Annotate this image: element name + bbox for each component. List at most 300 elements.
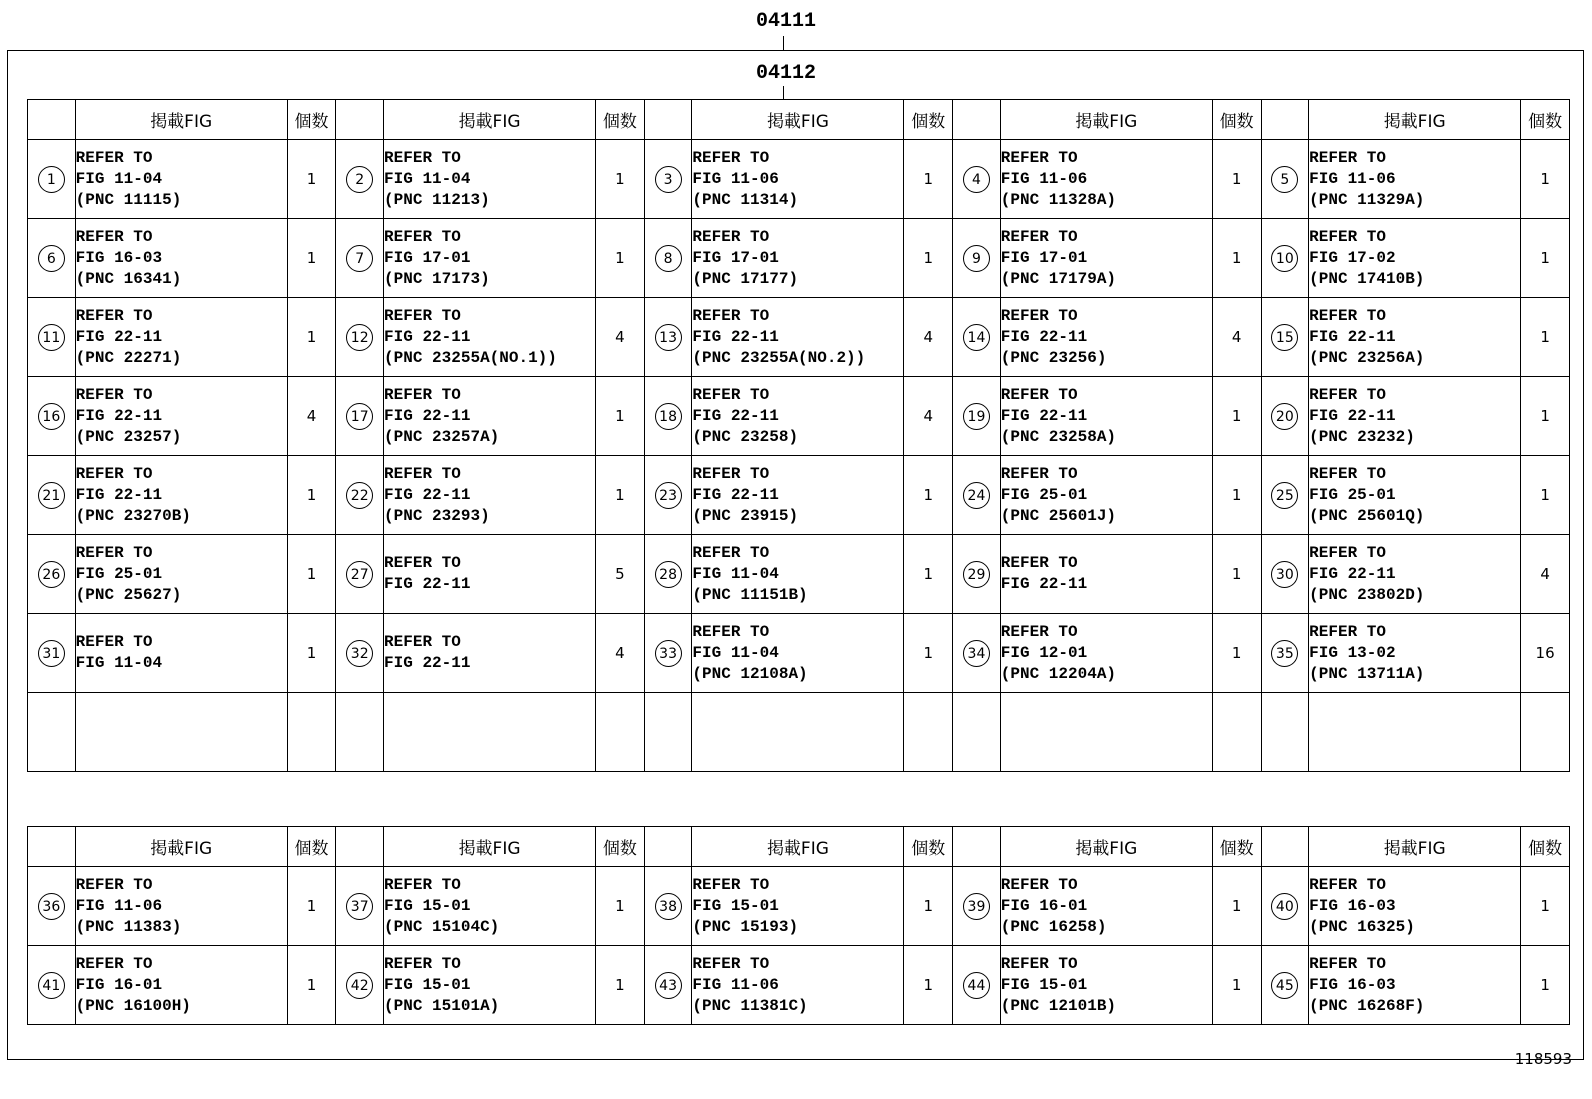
fig-reference-cell: [384, 298, 596, 377]
fig-ref-line1: REFER TO: [1309, 385, 1386, 404]
item-number-cell: [953, 614, 1001, 693]
fig-reference-cell: [1000, 140, 1212, 219]
fig-reference-cell: [75, 377, 287, 456]
fig-ref-line2: FIG 25-01: [75, 564, 163, 583]
item-number-cell: [28, 535, 76, 614]
quantity-cell: 1: [596, 219, 645, 298]
fig-ref-line1: REFER TO: [692, 227, 770, 246]
fig-reference-cell: [384, 456, 596, 535]
item-number-cell: [28, 867, 76, 946]
item-number-badge: 44: [963, 972, 990, 999]
header-fig-cell: 掲載FIG: [75, 827, 287, 867]
fig-ref-line1: REFER TO: [384, 633, 461, 651]
item-number-badge: 4: [963, 166, 990, 193]
header-fig-cell: 掲載FIG: [384, 100, 596, 140]
item-number-cell: [28, 377, 76, 456]
fig-ref-pnc: (PNC 11381C): [692, 996, 808, 1015]
fig-ref-pnc: (PNC 16341): [75, 269, 182, 288]
item-number-cell: [336, 140, 384, 219]
item-number-badge: 36: [38, 893, 65, 920]
sub-assembly-label: 04112: [756, 62, 817, 85]
fig-ref-pnc: (PNC 25601Q): [1309, 506, 1425, 525]
item-number-badge: 33: [655, 640, 682, 667]
item-number-badge: 22: [346, 482, 373, 509]
item-number-badge: 17: [346, 403, 373, 430]
fig-ref-pnc: (PNC 23257A): [384, 427, 500, 446]
quantity-cell: 5: [596, 535, 645, 614]
item-number-cell: [336, 693, 384, 772]
quantity-cell: 1: [596, 867, 645, 946]
fig-ref-pnc: (PNC 17177): [692, 269, 799, 288]
quantity-cell: 1: [287, 298, 336, 377]
quantity-cell: 1: [1521, 377, 1570, 456]
fig-ref-line2: FIG 12-01: [1000, 643, 1088, 662]
item-number-cell: [953, 219, 1001, 298]
item-number-cell: [1261, 219, 1309, 298]
table-row: [28, 946, 1570, 1025]
item-number-cell: [28, 456, 76, 535]
item-number-cell: [1261, 298, 1309, 377]
fig-reference-cell: [384, 140, 596, 219]
item-number-cell: [336, 219, 384, 298]
quantity-cell: 1: [287, 614, 336, 693]
fig-reference-cell: [1000, 377, 1212, 456]
fig-reference-cell: [384, 535, 596, 614]
fig-reference-cell: [692, 219, 904, 298]
fig-reference-cell: [75, 946, 287, 1025]
quantity-cell: 1: [287, 535, 336, 614]
item-number-cell: [1261, 614, 1309, 693]
item-number-badge: 38: [655, 893, 682, 920]
fig-ref-line2: FIG 22-11: [384, 485, 471, 504]
item-number-badge: 6: [38, 245, 65, 272]
fig-ref-line1: REFER TO: [75, 875, 153, 894]
item-number-badge: 31: [38, 640, 65, 667]
table-row: [28, 867, 1570, 946]
fig-ref-line1: REFER TO: [1000, 554, 1078, 572]
fig-reference-cell: [384, 377, 596, 456]
sub-leader-line: [783, 86, 784, 99]
fig-ref-line2: FIG 22-11: [384, 406, 471, 425]
quantity-cell: [287, 693, 336, 772]
item-number-badge: 5: [1271, 166, 1298, 193]
table-row: [28, 298, 1570, 377]
table-row: [28, 456, 1570, 535]
fig-reference-cell: [75, 614, 287, 693]
item-number-cell: [953, 140, 1001, 219]
item-number-cell: [28, 614, 76, 693]
fig-ref-pnc: (PNC 23802D): [1309, 585, 1425, 604]
quantity-cell: 4: [904, 298, 953, 377]
item-number-badge: 7: [346, 245, 373, 272]
fig-reference-cell: [75, 693, 287, 772]
fig-ref-line1: REFER TO: [1309, 622, 1386, 641]
item-number-cell: [953, 693, 1001, 772]
fig-ref-line1: REFER TO: [384, 464, 461, 483]
table-header-row: [28, 827, 1570, 867]
item-number-badge: 37: [346, 893, 373, 920]
fig-reference-cell: [692, 456, 904, 535]
header-qty-cell: 個数: [1212, 827, 1261, 867]
fig-ref-pnc: (PNC 12204A): [1000, 664, 1117, 683]
item-number-cell: [644, 456, 692, 535]
fig-ref-line1: REFER TO: [1309, 306, 1386, 325]
item-number-cell: [336, 377, 384, 456]
item-number-cell: [1261, 946, 1309, 1025]
fig-ref-line1: REFER TO: [1000, 385, 1078, 404]
header-fig-cell: 掲載FIG: [75, 100, 287, 140]
item-number-cell: [336, 946, 384, 1025]
header-qty-cell: 個数: [904, 827, 953, 867]
fig-ref-line2: FIG 25-01: [1000, 485, 1088, 504]
header-num-cell: [1261, 100, 1309, 140]
fig-ref-line1: REFER TO: [1309, 954, 1386, 973]
fig-ref-line2: FIG 11-06: [1309, 169, 1396, 188]
fig-reference-cell: [1000, 456, 1212, 535]
fig-ref-line1: REFER TO: [692, 385, 770, 404]
header-qty-cell: 個数: [1521, 827, 1570, 867]
fig-ref-line2: FIG 16-01: [75, 975, 163, 994]
fig-ref-line2: FIG 11-04: [692, 564, 779, 583]
header-num-cell: [953, 827, 1001, 867]
fig-ref-line2: FIG 22-11: [75, 327, 163, 346]
fig-ref-line1: REFER TO: [75, 306, 153, 325]
header-fig-cell: 掲載FIG: [384, 827, 596, 867]
header-num-cell: [336, 100, 384, 140]
quantity-cell: 16: [1521, 614, 1570, 693]
fig-ref-line2: FIG 13-02: [1309, 643, 1396, 662]
item-number-badge: 43: [655, 972, 682, 999]
fig-ref-line2: FIG 11-04: [75, 654, 163, 672]
fig-ref-line2: FIG 16-03: [1309, 896, 1396, 915]
fig-ref-line1: REFER TO: [384, 385, 461, 404]
item-number-cell: [644, 377, 692, 456]
fig-ref-line2: FIG 22-11: [1309, 564, 1396, 583]
quantity-cell: 1: [1521, 298, 1570, 377]
fig-ref-line2: FIG 16-03: [1309, 975, 1396, 994]
fig-reference-cell: [75, 140, 287, 219]
quantity-cell: 1: [904, 456, 953, 535]
quantity-cell: 1: [596, 140, 645, 219]
fig-ref-line1: REFER TO: [1000, 227, 1078, 246]
fig-ref-pnc: (PNC 23232): [1309, 427, 1415, 446]
fig-ref-pnc: (PNC 23270B): [75, 506, 191, 525]
item-number-cell: [336, 298, 384, 377]
fig-ref-line1: REFER TO: [75, 385, 153, 404]
fig-ref-pnc: (PNC 22271): [75, 348, 182, 367]
quantity-cell: 1: [1521, 946, 1570, 1025]
fig-reference-cell: [692, 140, 904, 219]
header-fig-cell: 掲載FIG: [1000, 827, 1212, 867]
fig-ref-line2: FIG 11-04: [692, 643, 779, 662]
fig-ref-pnc: (PNC 17179A): [1000, 269, 1117, 288]
fig-ref-line2: FIG 17-01: [384, 248, 471, 267]
table-row: [28, 693, 1570, 772]
item-number-badge: 8: [655, 245, 682, 272]
fig-reference-cell: [75, 219, 287, 298]
header-num-cell: [1261, 827, 1309, 867]
fig-ref-line2: FIG 22-11: [75, 485, 163, 504]
item-number-cell: [953, 298, 1001, 377]
item-number-cell: [644, 614, 692, 693]
item-number-badge: 41: [38, 972, 65, 999]
item-number-cell: [953, 946, 1001, 1025]
fig-ref-pnc: (PNC 25627): [75, 585, 182, 604]
fig-ref-line2: FIG 22-11: [75, 406, 163, 425]
fig-reference-cell: [1309, 867, 1521, 946]
fig-reference-cell: [75, 867, 287, 946]
fig-reference-cell: [1000, 867, 1212, 946]
table-row: [28, 219, 1570, 298]
fig-ref-pnc: (PNC 13711A): [1309, 664, 1425, 683]
item-number-cell: [644, 693, 692, 772]
fig-reference-cell: [75, 535, 287, 614]
item-number-cell: [953, 377, 1001, 456]
fig-ref-line1: REFER TO: [75, 954, 153, 973]
fig-ref-pnc: (PNC 15101A): [384, 996, 500, 1015]
fig-ref-pnc: (PNC 11115): [75, 190, 182, 209]
fig-ref-pnc: (PNC 23258): [692, 427, 799, 446]
fig-ref-pnc: (PNC 23258A): [1000, 427, 1117, 446]
header-num-cell: [336, 827, 384, 867]
fig-ref-line1: REFER TO: [1309, 543, 1386, 562]
fig-ref-pnc: (PNC 12108A): [692, 664, 808, 683]
fig-reference-cell: [1000, 298, 1212, 377]
fig-ref-pnc: (PNC 15104C): [384, 917, 500, 936]
figure-id: 118593: [1514, 1050, 1572, 1068]
fig-ref-line2: FIG 11-06: [692, 169, 779, 188]
item-number-badge: 16: [38, 403, 65, 430]
quantity-cell: 1: [904, 535, 953, 614]
header-num-cell: [644, 100, 692, 140]
fig-ref-line1: REFER TO: [1000, 306, 1078, 325]
quantity-cell: 1: [904, 946, 953, 1025]
item-number-cell: [644, 298, 692, 377]
fig-ref-line2: FIG 22-11: [384, 654, 471, 672]
item-number-cell: [336, 456, 384, 535]
fig-ref-pnc: (PNC 16100H): [75, 996, 191, 1015]
fig-ref-line1: REFER TO: [75, 633, 153, 651]
item-number-badge: 26: [38, 561, 65, 588]
fig-ref-pnc: (PNC 23256A): [1309, 348, 1425, 367]
fig-ref-line2: FIG 16-03: [75, 248, 163, 267]
fig-ref-pnc: (PNC 16325): [1309, 917, 1415, 936]
item-number-badge: 14: [963, 324, 990, 351]
header-qty-cell: 個数: [287, 100, 336, 140]
fig-ref-line1: REFER TO: [692, 875, 770, 894]
quantity-cell: 1: [596, 377, 645, 456]
fig-ref-line1: REFER TO: [1309, 227, 1386, 246]
fig-ref-line1: REFER TO: [384, 227, 461, 246]
quantity-cell: 1: [287, 946, 336, 1025]
fig-ref-line2: FIG 16-01: [1000, 896, 1088, 915]
table-row: [28, 614, 1570, 693]
fig-ref-line1: REFER TO: [384, 306, 461, 325]
fig-reference-cell: [692, 377, 904, 456]
fig-reference-cell: [1309, 456, 1521, 535]
fig-ref-line1: REFER TO: [75, 148, 153, 167]
fig-ref-line2: FIG 17-02: [1309, 248, 1396, 267]
fig-ref-line1: REFER TO: [692, 306, 770, 325]
fig-ref-line2: FIG 22-11: [384, 327, 471, 346]
fig-ref-line2: FIG 22-11: [1309, 406, 1396, 425]
fig-ref-pnc: (PNC 17173): [384, 269, 490, 288]
item-number-badge: 2: [346, 166, 373, 193]
quantity-cell: 1: [1212, 219, 1261, 298]
header-num-cell: [953, 100, 1001, 140]
item-number-badge: 35: [1271, 640, 1298, 667]
quantity-cell: 4: [596, 614, 645, 693]
header-fig-cell: 掲載FIG: [692, 827, 904, 867]
item-number-cell: [953, 867, 1001, 946]
fig-ref-line1: REFER TO: [1309, 875, 1386, 894]
parts-table-2: [27, 826, 1570, 1025]
item-number-cell: [644, 535, 692, 614]
fig-ref-line2: FIG 22-11: [1000, 327, 1088, 346]
header-fig-cell: 掲載FIG: [1309, 827, 1521, 867]
fig-reference-cell: [692, 946, 904, 1025]
item-number-badge: 13: [655, 324, 682, 351]
item-number-badge: 24: [963, 482, 990, 509]
fig-ref-line2: FIG 22-11: [1309, 327, 1396, 346]
header-fig-cell: 掲載FIG: [1309, 100, 1521, 140]
fig-reference-cell: [1309, 614, 1521, 693]
header-qty-cell: 個数: [1212, 100, 1261, 140]
table-row: [28, 377, 1570, 456]
item-number-cell: [1261, 456, 1309, 535]
item-number-cell: [1261, 693, 1309, 772]
quantity-cell: 1: [1212, 867, 1261, 946]
quantity-cell: 1: [1212, 140, 1261, 219]
fig-ref-pnc: (PNC 17410B): [1309, 269, 1425, 288]
fig-ref-line1: REFER TO: [692, 954, 770, 973]
fig-ref-line2: FIG 22-11: [1000, 575, 1088, 593]
header-num-cell: [644, 827, 692, 867]
item-number-badge: 15: [1271, 324, 1298, 351]
item-number-cell: [28, 946, 76, 1025]
item-number-cell: [28, 219, 76, 298]
fig-ref-pnc: (PNC 16268F): [1309, 996, 1425, 1015]
item-number-badge: 34: [963, 640, 990, 667]
header-qty-cell: 個数: [596, 100, 645, 140]
fig-reference-cell: [1000, 693, 1212, 772]
fig-ref-line1: REFER TO: [1000, 875, 1078, 894]
fig-reference-cell: [384, 867, 596, 946]
quantity-cell: [596, 693, 645, 772]
fig-ref-line1: REFER TO: [384, 954, 461, 973]
quantity-cell: 1: [1212, 535, 1261, 614]
item-number-cell: [28, 693, 76, 772]
fig-ref-line2: FIG 11-04: [75, 169, 163, 188]
header-fig-cell: 掲載FIG: [692, 100, 904, 140]
fig-ref-pnc: (PNC 11329A): [1309, 190, 1425, 209]
quantity-cell: 1: [287, 456, 336, 535]
item-number-cell: [1261, 140, 1309, 219]
quantity-cell: 4: [1521, 535, 1570, 614]
quantity-cell: 1: [904, 140, 953, 219]
quantity-cell: 1: [287, 867, 336, 946]
item-number-cell: [1261, 377, 1309, 456]
fig-ref-line1: REFER TO: [692, 464, 770, 483]
quantity-cell: [1521, 693, 1570, 772]
fig-ref-line2: FIG 15-01: [1000, 975, 1088, 994]
item-number-cell: [336, 535, 384, 614]
fig-reference-cell: [1309, 377, 1521, 456]
item-number-cell: [1261, 535, 1309, 614]
quantity-cell: 1: [1212, 456, 1261, 535]
fig-ref-line1: REFER TO: [384, 875, 461, 894]
fig-ref-pnc: (PNC 11328A): [1000, 190, 1117, 209]
fig-ref-pnc: (PNC 15193): [692, 917, 799, 936]
quantity-cell: [904, 693, 953, 772]
fig-ref-line1: REFER TO: [1000, 622, 1078, 641]
fig-reference-cell: [692, 614, 904, 693]
item-number-badge: 12: [346, 324, 373, 351]
fig-ref-line2: FIG 17-01: [1000, 248, 1088, 267]
fig-ref-line2: FIG 11-06: [75, 896, 163, 915]
item-number-badge: 30: [1271, 561, 1298, 588]
fig-reference-cell: [1000, 946, 1212, 1025]
header-fig-cell: 掲載FIG: [1000, 100, 1212, 140]
quantity-cell: 1: [1212, 377, 1261, 456]
item-number-badge: 27: [346, 561, 373, 588]
item-number-cell: [644, 219, 692, 298]
fig-ref-line2: FIG 15-01: [384, 896, 471, 915]
quantity-cell: 1: [596, 456, 645, 535]
fig-reference-cell: [1309, 535, 1521, 614]
header-qty-cell: 個数: [287, 827, 336, 867]
fig-reference-cell: [1000, 614, 1212, 693]
item-number-badge: 18: [655, 403, 682, 430]
item-number-badge: 11: [38, 324, 65, 351]
fig-ref-pnc: (PNC 23256): [1000, 348, 1107, 367]
item-number-badge: 21: [38, 482, 65, 509]
item-number-badge: 39: [963, 893, 990, 920]
item-number-cell: [644, 946, 692, 1025]
fig-reference-cell: [1309, 140, 1521, 219]
fig-ref-line2: FIG 22-11: [692, 485, 779, 504]
fig-reference-cell: [692, 535, 904, 614]
table-header-row: [28, 100, 1570, 140]
top-leader-line: [783, 36, 784, 50]
item-number-badge: 25: [1271, 482, 1298, 509]
fig-ref-pnc: (PNC 11213): [384, 190, 490, 209]
item-number-badge: 9: [963, 245, 990, 272]
fig-reference-cell: [1309, 693, 1521, 772]
fig-ref-line2: FIG 15-01: [384, 975, 471, 994]
fig-ref-pnc: (PNC 23293): [384, 506, 490, 525]
table-row: [28, 140, 1570, 219]
item-number-badge: 19: [963, 403, 990, 430]
quantity-cell: 1: [904, 867, 953, 946]
fig-reference-cell: [384, 219, 596, 298]
fig-ref-line1: REFER TO: [1000, 464, 1078, 483]
item-number-cell: [28, 298, 76, 377]
fig-ref-line1: REFER TO: [1309, 148, 1386, 167]
quantity-cell: 1: [287, 219, 336, 298]
fig-ref-line1: REFER TO: [692, 622, 770, 641]
fig-ref-pnc: (PNC 11314): [692, 190, 799, 209]
quantity-cell: 4: [596, 298, 645, 377]
fig-ref-line1: REFER TO: [692, 543, 770, 562]
item-number-badge: 32: [346, 640, 373, 667]
item-number-cell: [953, 535, 1001, 614]
fig-reference-cell: [75, 456, 287, 535]
fig-ref-pnc: (PNC 23255A(NO.1)): [384, 348, 557, 367]
fig-reference-cell: [1309, 946, 1521, 1025]
fig-ref-line1: REFER TO: [1000, 148, 1078, 167]
fig-ref-line2: FIG 22-11: [692, 406, 779, 425]
